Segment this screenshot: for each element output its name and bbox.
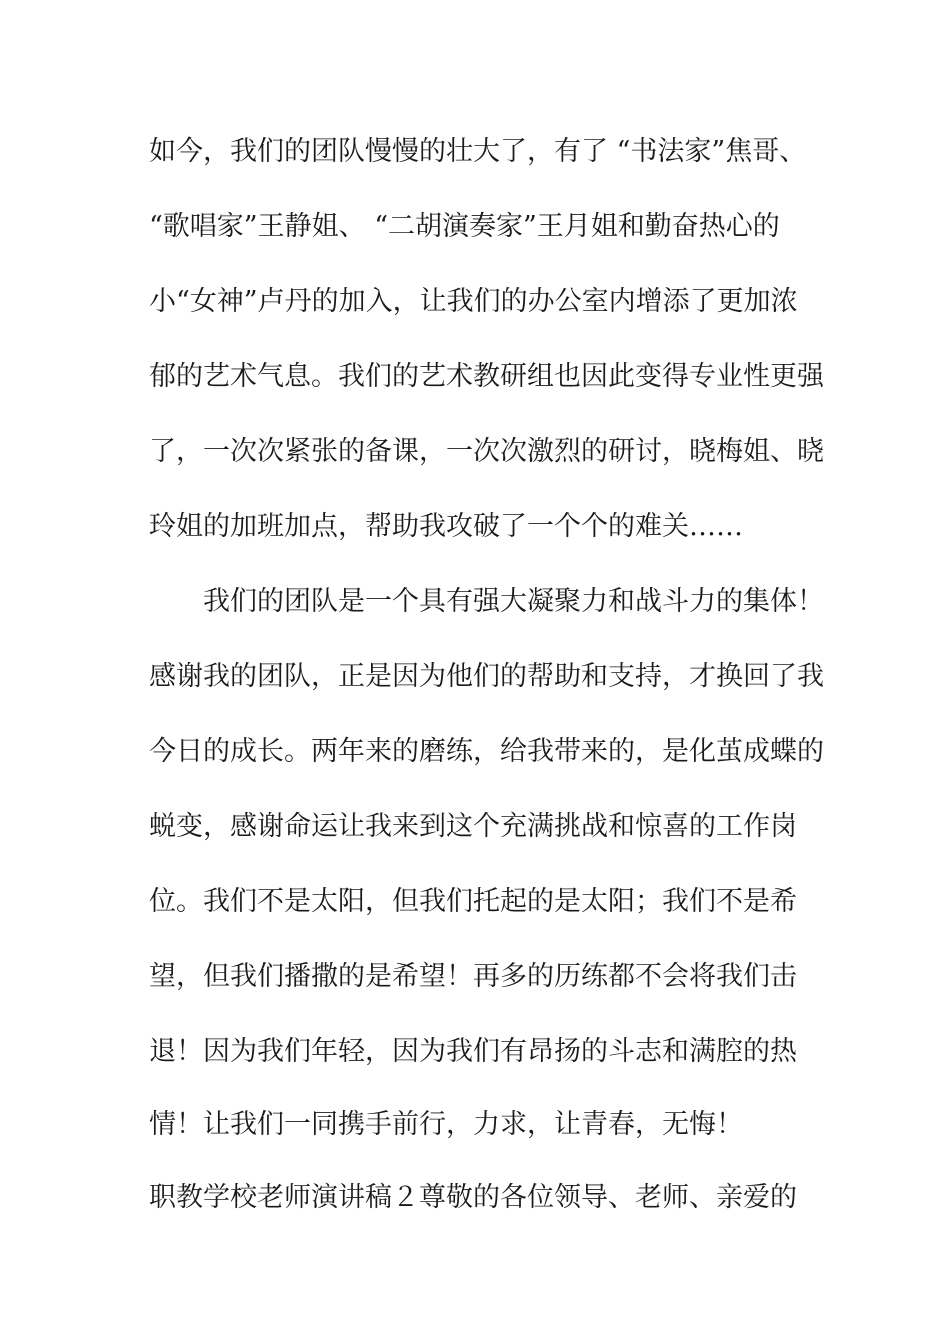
paragraph-line: 如今，我们的团队慢慢的壮大了，有了 “书法家”焦哥、: [149, 136, 807, 167]
paragraph-line: 郁的艺术气息。我们的艺术教研组也因此变得专业性更强: [149, 361, 824, 392]
paragraph-line: 我们的团队是一个具有强大凝聚力和战斗力的集体！: [203, 586, 824, 617]
paragraph-line: 了，一次次紧张的备课，一次次激烈的研讨，晓梅姐、晓: [149, 436, 824, 467]
paragraph-line: 职教学校老师演讲稿２尊敬的各位领导、老师、亲爱的: [149, 1182, 797, 1213]
paragraph-line: 望，但我们播撒的是希望！再多的历练都不会将我们击: [149, 961, 797, 992]
paragraph-line: 今日的成长。两年来的磨练，给我带来的，是化茧成蝶的: [149, 736, 824, 767]
paragraph-line: 位。我们不是太阳，但我们托起的是太阳；我们不是希: [149, 886, 797, 917]
paragraph-line: 情！让我们一同携手前行，力求，让青春，无悔！: [149, 1109, 743, 1140]
paragraph-line: 蜕变，感谢命运让我来到这个充满挑战和惊喜的工作岗: [149, 811, 797, 842]
paragraph-line: 玲姐的加班加点，帮助我攻破了一个个的难关……: [149, 511, 743, 542]
paragraph-line: “歌唱家”王静姐、 “二胡演奏家”王月姐和勤奋热心的: [149, 211, 780, 242]
paragraph-line: 感谢我的团队，正是因为他们的帮助和支持，才换回了我: [149, 661, 824, 692]
paragraph-line: 小“女神”卢丹的加入，让我们的办公室内增添了更加浓: [149, 286, 798, 317]
paragraph-line: 退！因为我们年轻，因为我们有昂扬的斗志和满腔的热: [149, 1036, 797, 1067]
